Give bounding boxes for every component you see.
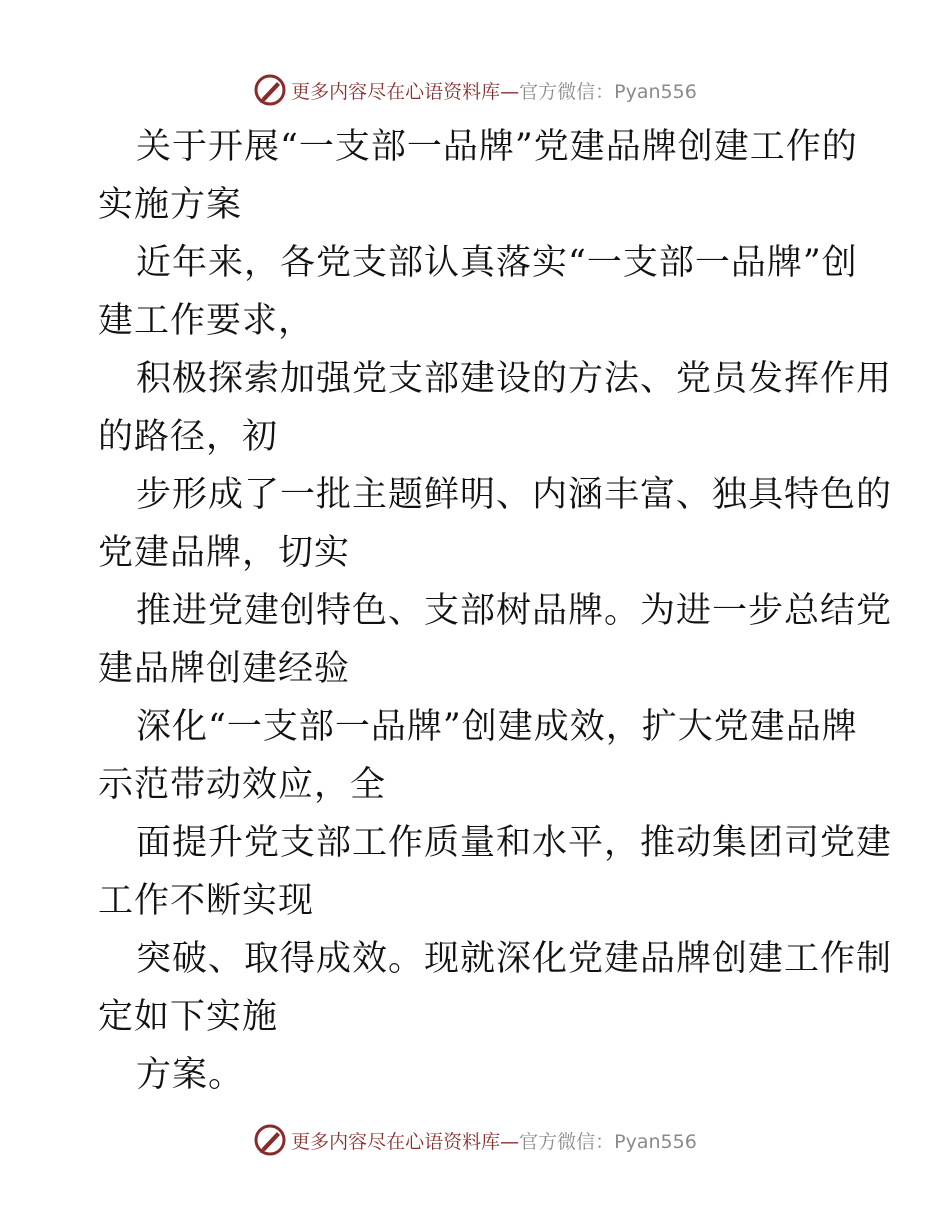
pen-logo-icon [253, 73, 287, 107]
text-line: 工作不断实现 [98, 881, 315, 921]
banner-wechat: 官方微信：Pyan556 [519, 1130, 697, 1153]
text-line: 推进党建创特色、支部树品牌。为进一步总结党 [136, 591, 893, 631]
text-line: 关于开展“一支部一品牌”党建品牌创建工作的 [136, 127, 858, 167]
text-line: 示范带动效应，全 [98, 765, 387, 805]
header-banner [0, 70, 950, 110]
text-line: 突破、取得成效。现就深化党建品牌创建工作制 [136, 939, 893, 979]
text-line: 建工作要求， [98, 301, 315, 341]
text-line: 近年来，各党支部认真落实“一支部一品牌”创 [136, 243, 858, 283]
text-line: 的路径，初 [98, 417, 279, 457]
text-line: 步形成了一批主题鲜明、内涵丰富、独具特色的 [136, 475, 893, 515]
text-line: 积极探索加强党支部建设的方法、党员发挥作用 [136, 359, 893, 399]
text-line: 定如下实施 [98, 997, 279, 1037]
text-line: 建品牌创建经验 [98, 649, 351, 689]
banner-text: 更多内容尽在心语资料库—官方微信：Pyan556 [291, 1130, 697, 1153]
document-body [98, 118, 893, 1104]
text-line: 党建品牌，切实 [98, 533, 351, 573]
text-line: 方案。 [136, 1055, 245, 1095]
banner-text: 更多内容尽在心语资料库—官方微信：Pyan556 [291, 80, 697, 103]
text-line: 实施方案 [98, 185, 243, 225]
banner-wechat: 官方微信：Pyan556 [519, 80, 697, 103]
text-line: 面提升党支部工作质量和水平，推动集团司党建 [136, 823, 893, 863]
footer-banner [0, 1120, 950, 1160]
text-line: 深化“一支部一品牌”创建成效，扩大党建品牌 [136, 707, 858, 747]
pen-logo-icon [253, 1123, 287, 1157]
